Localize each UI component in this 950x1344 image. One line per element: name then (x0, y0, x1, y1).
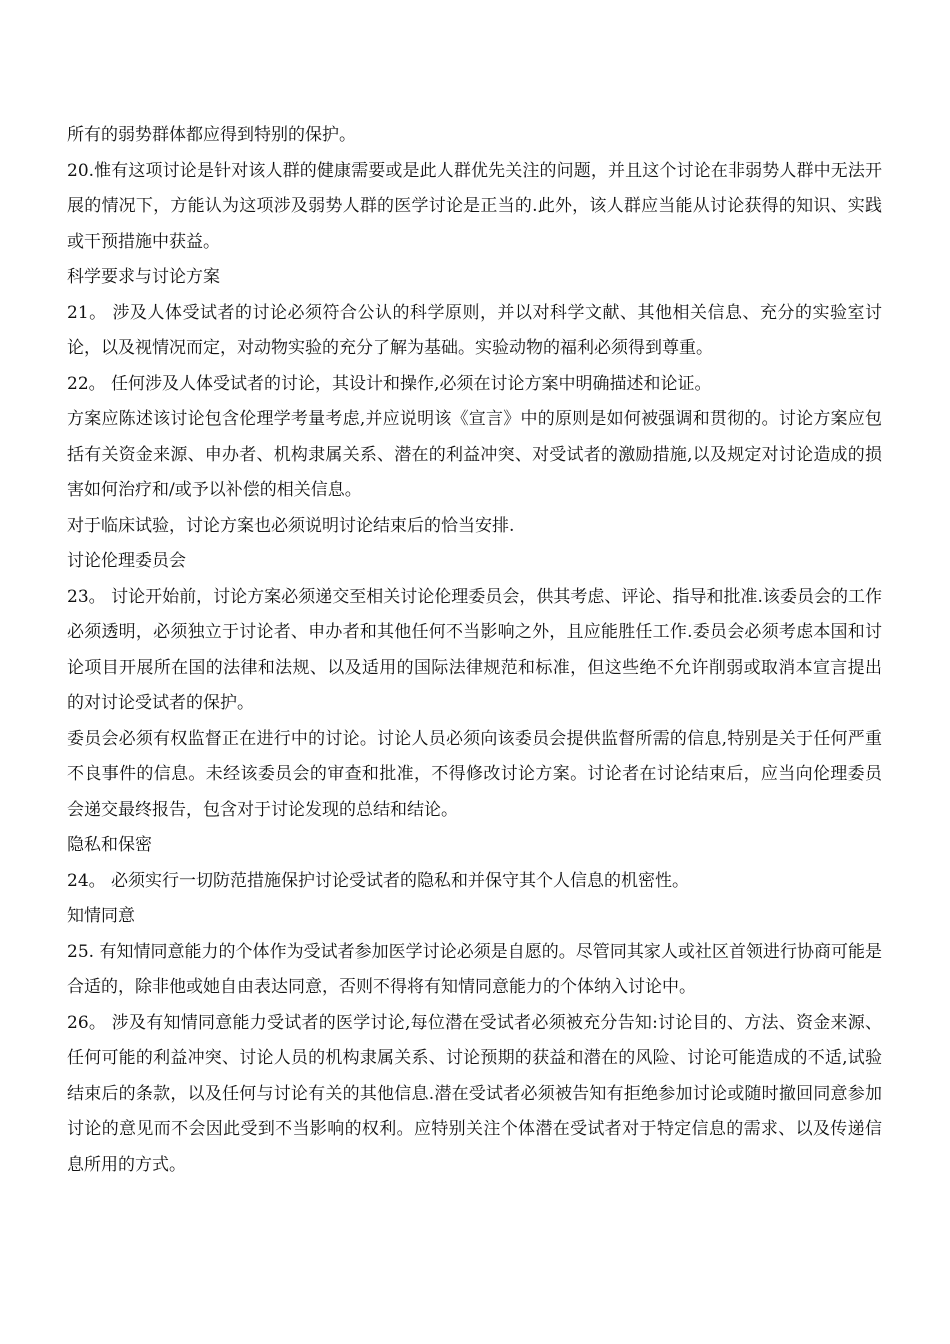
section-heading-ethics-committee: 讨论伦理委员会 (67, 551, 186, 571)
section-heading-privacy: 隐私和保密 (67, 835, 152, 855)
paragraph-23: 23。 讨论开始前，讨论方案必须递交至相关讨论伦理委员会，供其考虑、评论、指导和批准.该委员会的工作必须透明，必须独立于讨论者、申办者和其他任何不当影响之外，且应能胜任工作.委员会必须考虑本国和讨论项目开展所在国的法律和法规、以及适用的国际法律规范和标准，但这些绝不允许削弱或取消本宣言提出的对讨论受试者的保护。 (67, 586, 882, 713)
paragraph-25: 25. 有知情同意能力的个体作为受试者参加医学讨论必须是自愿的。尽管同其家人或社区首领进行协商可能是合适的，除非他或她自由表达同意，否则不得将有知情同意能力的个体纳入讨论中。 (67, 941, 882, 997)
document-body (67, 118, 882, 1183)
paragraph-26: 26。 涉及有知情同意能力受试者的医学讨论,每位潜在受试者必须被充分告知:讨论目的、方法、资金来源、任何可能的利益冲突、讨论人员的机构隶属关系、讨论预期的获益和潜在的风险、讨论可能造成的不适,试验结束后的条款，以及任何与讨论有关的其他信息.潜在受试者必须被告知有拒绝参加讨论或随时撤回同意参加讨论的意见而不会因此受到不当影响的权利。应特别关注个体潜在受试者对于特定信息的需求、以及传递信息所用的方式。 (67, 1012, 882, 1175)
paragraph-21: 21。 涉及人体受试者的讨论必须符合公认的科学原则，并以对科学文献、其他相关信息、充分的实验室讨论，以及视情况而定，对动物实验的充分了解为基础。实验动物的福利必须得到尊重。 (67, 302, 882, 358)
paragraph-20: 20.惟有这项讨论是针对该人群的健康需要或是此人群优先关注的问题，并且这个讨论在非弱势人群中无法开展的情况下，方能认为这项涉及弱势人群的医学讨论是正当的.此外，该人群应当能从讨论获得的知识、实践或干预措施中获益。 (67, 160, 882, 252)
paragraph-22-clinical-trials: 对于临床试验，讨论方案也必须说明讨论结束后的恰当安排. (67, 515, 515, 536)
paragraph-22-protocol: 方案应陈述该讨论包含伦理学考量考虑,并应说明该《宣言》中的原则是如何被强调和贯彻的。讨论方案应包括有关资金来源、申办者、机构隶属关系、潜在的利益冲突、对受试者的激励措施,以及规定对讨论造成的损害如何治疗和/或予以补偿的相关信息。 (67, 409, 882, 500)
paragraph-vulnerable-groups-end: 所有的弱势群体都应得到特别的保护。 (67, 125, 356, 145)
section-heading-scientific-requirements: 科学要求与讨论方案 (67, 267, 220, 287)
paragraph-23-monitoring: 委员会必须有权监督正在进行中的讨论。讨论人员必须向该委员会提供监督所需的信息,特别是关于任何严重不良事件的信息。未经该委员会的审查和批准，不得修改讨论方案。讨论者在讨论结束后，应当向伦理委员会递交最终报告，包含对于讨论发现的总结和结论。 (67, 728, 882, 820)
paragraph-24: 24。 必须实行一切防范措施保护讨论受试者的隐私和并保守其个人信息的机密性。 (67, 870, 690, 891)
section-heading-informed-consent: 知情同意 (67, 906, 135, 926)
paragraph-22: 22。 任何涉及人体受试者的讨论，其设计和操作,必须在讨论方案中明确描述和论证。 (67, 373, 712, 394)
